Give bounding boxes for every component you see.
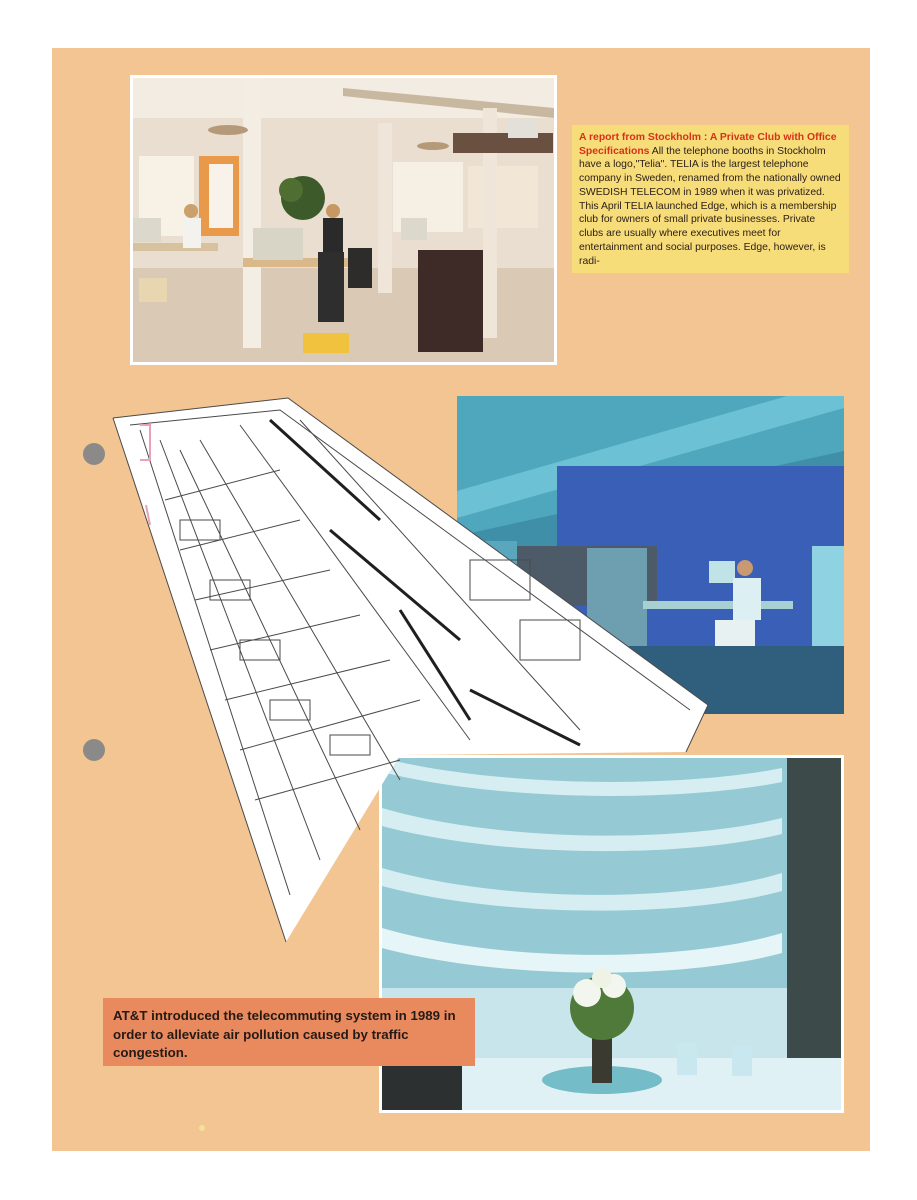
report-body: All the telephone booths in Stockholm have a logo,"Telia". TELIA is the largest telephone company in Sweden, renamed from the nationally owned SWEDISH TELECOM in 1989 when it was privatized. This April TELIA launched Edge, which is a membership club for owners of small private businesses. Private clubs are usually where executives meet for entertainment and social purposes. Edge, however, is radi- bbox=[579, 145, 841, 267]
binder-hole-bottom bbox=[83, 739, 105, 761]
photo-open-plan-office bbox=[130, 75, 557, 365]
photo-workstation bbox=[457, 396, 844, 714]
report-headline: A report from Stockholm : A Private Club with Office Specifications bbox=[579, 132, 837, 157]
workstation-photo-image bbox=[457, 396, 844, 714]
report-note bbox=[572, 125, 849, 273]
yellow-dot bbox=[199, 1125, 205, 1131]
binder-hole-top bbox=[83, 443, 105, 465]
office-photo-image bbox=[133, 78, 554, 362]
telecommuting-caption: AT&T introduced the telecommuting system in 1989 in order to alleviate air pollution caused by traffic congestion. bbox=[103, 998, 475, 1066]
